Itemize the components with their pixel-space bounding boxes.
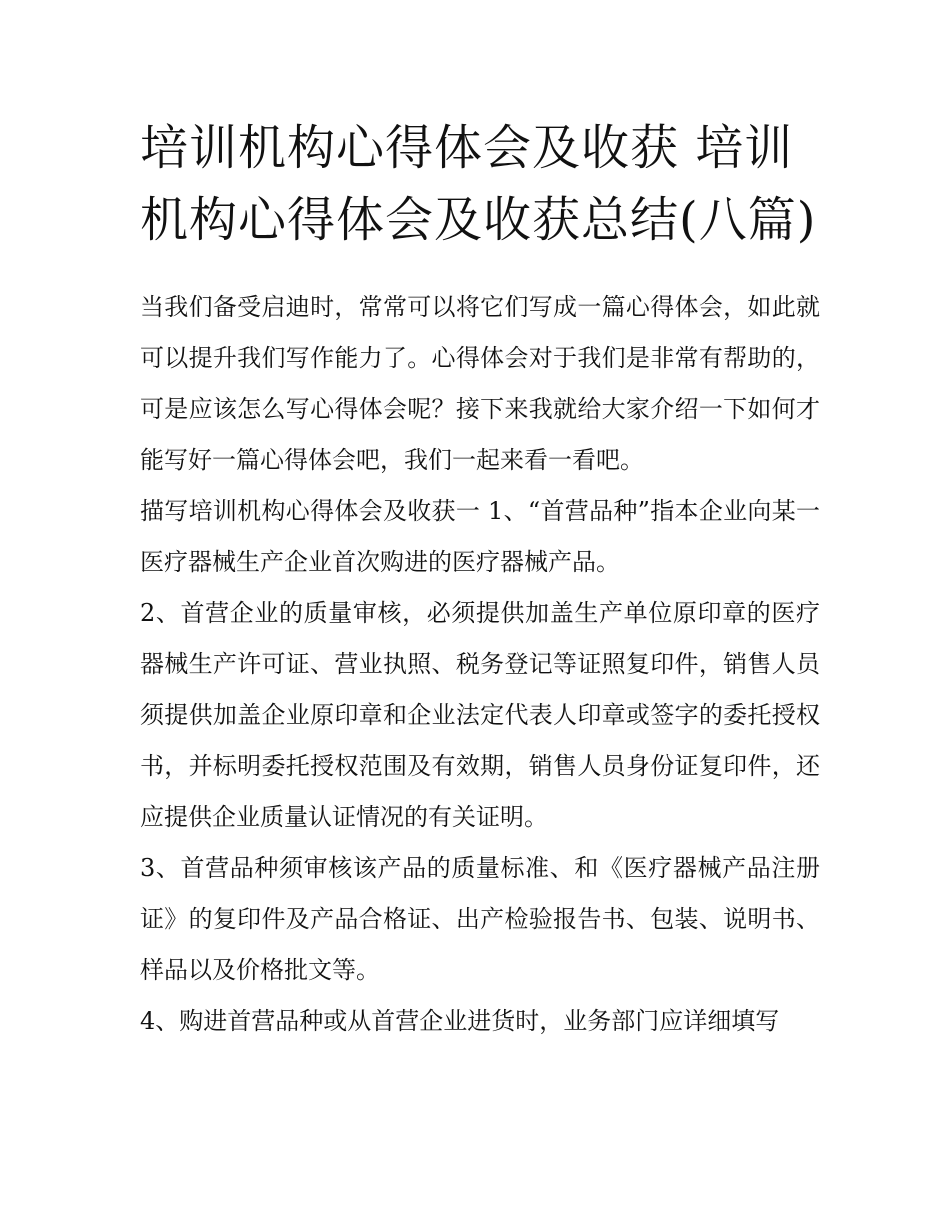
document-title: 培训机构心得体会及收获 培训机构心得体会及收获总结(八篇) <box>140 120 817 248</box>
document-body <box>140 112 820 1047</box>
section-one-paragraph: 描写培训机构心得体会及收获一 1、“首营品种”指本企业向某一医疗器械生产企业首次购进的医疗器械产品。 <box>140 497 820 576</box>
item-4-paragraph: 4、购进首营品种或从首营企业进货时，业务部门应详细填写 <box>140 1007 780 1035</box>
intro-paragraph: 当我们备受启迪时，常常可以将它们写成一篇心得体会，如此就可以提升我们写作能力了。心得体会对于我们是非常有帮助的，可是应该怎么写心得体会呢？接下来我就给大家介绍一下如何才能写好一篇心得体会吧，我们一起来看一看吧。 <box>140 293 820 474</box>
item-2-paragraph: 2、首营企业的质量审核，必须提供加盖生产单位原印章的医疗器械生产许可证、营业执照、税务登记等证照复印件，销售人员须提供加盖企业原印章和企业法定代表人印章或签字的委托授权书，并标明委托授权范围及有效期，销售人员身份证复印件，还应提供企业质量认证情况的有关证明。 <box>140 599 820 831</box>
paragraph-list <box>140 282 820 1047</box>
item-3-paragraph: 3、首营品种须审核该产品的质量标准、和《医疗器械产品注册证》的复印件及产品合格证、出产检验报告书、包装、说明书、样品以及价格批文等。 <box>140 854 820 984</box>
